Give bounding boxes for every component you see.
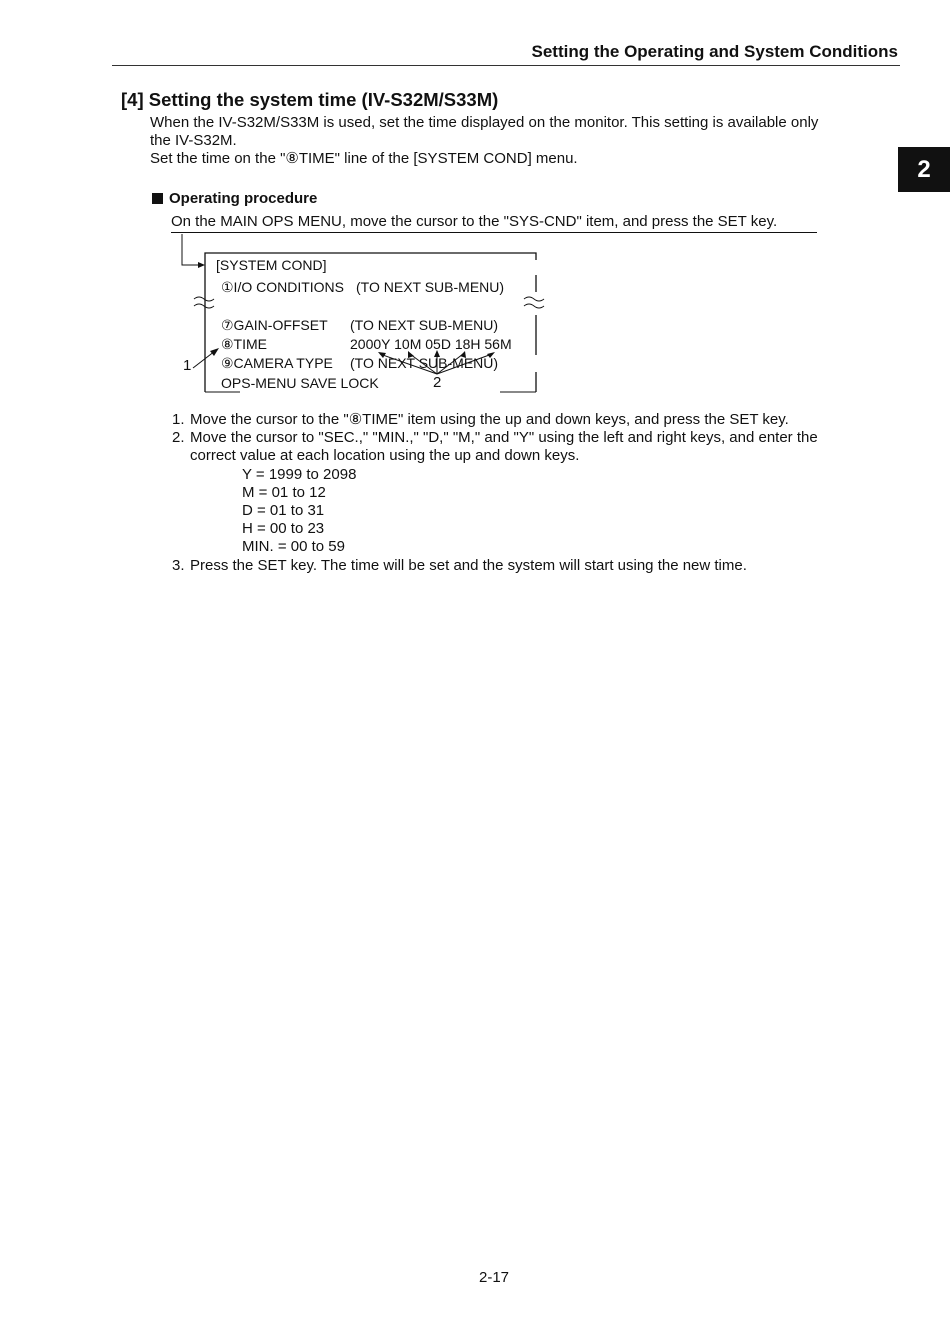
step-1-text: Move the cursor to the "⑧TIME" item using the up and down keys, and press the SET key. [190,411,789,428]
menu-row-gain-offset-value: (TO NEXT SUB-MENU) [350,317,499,333]
step-1-number: 1. [172,411,185,428]
step-2-text-line-1: Move the cursor to "SEC.," "MIN.," "D," "M," and "Y" using the left and right keys, and enter the [190,429,818,447]
menu-row-io-conditions: ①I/O CONDITIONS [221,279,344,295]
running-header-title: Setting the Operating and System Conditions [531,42,898,61]
step-3-text: Press the SET key. The time will be set and the system will start using the new time. [190,556,747,574]
menu-row-camera-type-value: (TO NEXT SUB-MENU) [350,355,499,371]
callout-1-arrow-icon [210,348,219,356]
menu-row-io-conditions-value: (TO NEXT SUB-MENU) [356,279,505,295]
callout-2-label: 2 [433,374,442,391]
callout-1-leader [193,351,215,368]
intro-line-3: Set the time on the "⑧TIME" line of the [SYSTEM COND] menu. [150,150,578,167]
step-2-text-line-2: correct value at each location using the up and down keys. [190,447,580,465]
omission-mark-right-icon [524,297,544,308]
step-2 [172,429,818,556]
menu-title: [SYSTEM COND] [216,257,327,273]
omission-mark-left-icon [194,297,214,308]
step-3 [172,557,818,575]
intro-line-2: the IV-S32M. [150,132,237,149]
procedure-lead: On the MAIN OPS MENU, move the cursor to the "SYS-CND" item, and press the SET key. [171,213,778,230]
step-3-number: 3. [172,556,185,574]
page-number: 2-17 [478,1269,510,1286]
procedure-heading-label: Operating procedure [169,190,318,207]
range-year: Y = 1999 to 2098 [242,465,357,483]
range-day: D = 01 to 31 [242,502,325,520]
range-month: M = 01 to 12 [242,483,326,501]
intro-line-1: When the IV-S32M/S33M is used, set the time displayed on the monitor. This setting is available only [150,114,819,131]
section-title: [4] Setting the system time (IV-S32M/S33M) [121,89,499,110]
menu-footer-ops: OPS-MENU SAVE LOCK [221,375,379,391]
menu-row-time-value: 2000Y 10M 05D 18H 56M [350,336,512,352]
range-hour: H = 00 to 23 [242,520,325,538]
step-2-number: 2. [172,429,185,447]
range-minute: MIN. = 00 to 59 [242,538,345,556]
flow-connector-line [182,234,201,265]
flow-arrow-icon [198,262,205,268]
procedure-steps [172,411,818,575]
step-1 [172,411,818,429]
chapter-tab: 2 [898,147,950,192]
callout-1-label: 1 [183,357,192,374]
menu-row-gain-offset: ⑦GAIN-OFFSET [221,317,328,333]
menu-row-time: ⑧TIME [221,336,267,352]
menu-row-camera-type: ⑨CAMERA TYPE [221,355,333,371]
